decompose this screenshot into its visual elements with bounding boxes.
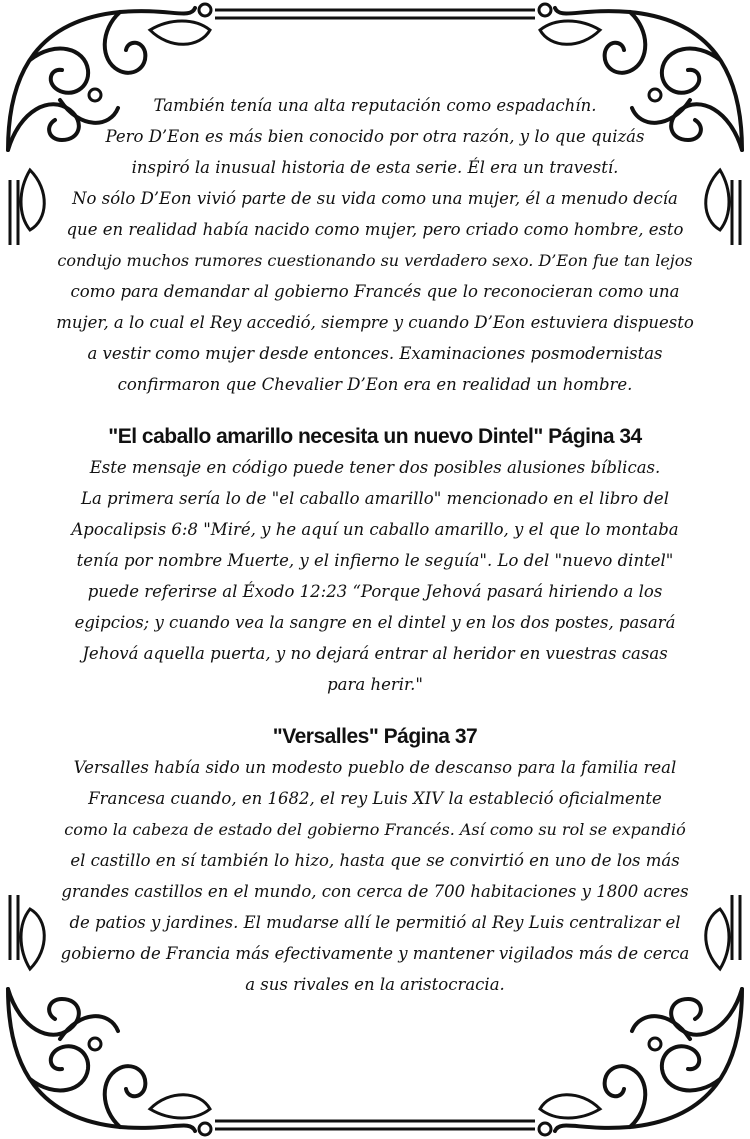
paragraph-line: inspiró la inusual historia de esta serie. Él era un travestí. — [131, 158, 619, 177]
paragraph-line: confirmaron que Chevalier D’Eon era en realidad un hombre. — [117, 375, 633, 394]
paragraph-line: Versalles había sido un modesto pueblo de descanso para la familia real — [73, 758, 677, 777]
paragraph-line: a vestir como mujer desde entonces. Examinaciones posmodernistas — [87, 344, 663, 363]
paragraph-line: gobierno de Francia más efectivamente y mantener vigilados más de cerca — [60, 944, 690, 963]
paragraph-line: como la cabeza de estado del gobierno Francés. Así como su rol se expandió — [64, 820, 686, 839]
paragraph-line: a sus rivales en la aristocracia. — [245, 975, 505, 994]
paragraph-line: egipcios; y cuando vea la sangre en el dintel y en los dos postes, pasará — [74, 613, 676, 632]
paragraph-line: Jehová aquella puerta, y no dejará entrar al heridor en vuestras casas — [82, 644, 668, 663]
paragraph-line: el castillo en sí también lo hizo, hasta que se convirtió en uno de los más — [70, 851, 680, 870]
paragraph-line: puede referirse al Éxodo 12:23 “Porque Jehová pasará hiriendo a los — [87, 582, 663, 601]
paragraph-line: Francesa cuando, en 1682, el rey Luis XIV la estableció oficialmente — [88, 789, 662, 808]
section-heading: "El caballo amarillo necesita un nuevo Dintel" Página 34 — [108, 425, 642, 448]
paragraph-line: condujo muchos rumores cuestionando su verdadero sexo. D’Eon fue tan lejos — [57, 251, 693, 270]
paragraph-line: como para demandar al gobierno Francés que lo reconocieran como una — [70, 282, 680, 301]
section-deon — [55, 90, 695, 400]
paragraph-line: grandes castillos en el mundo, con cerca de 700 habitaciones y 1800 acres — [61, 882, 689, 901]
section-caballo-amarillo — [55, 422, 695, 700]
paragraph-line: Pero D’Eon es más bien conocido por otra razón, y lo que quizás — [105, 127, 645, 146]
section-heading: "Versalles" Página 37 — [272, 725, 478, 748]
paragraph-line: para herir." — [327, 675, 423, 694]
paragraph-line: La primera sería lo de "el caballo amarillo" mencionado en el libro del — [81, 489, 669, 508]
section-versalles — [55, 722, 695, 1000]
paragraph-line: mujer, a lo cual el Rey accedió, siempre y cuando D’Eon estuviera dispuesto — [56, 313, 694, 332]
document-body — [55, 90, 695, 1050]
paragraph-line: También tenía una alta reputación como espadachín. — [153, 96, 597, 115]
paragraph-line: de patios y jardines. El mudarse allí le permitió al Rey Luis centralizar el — [69, 913, 681, 932]
paragraph-line: que en realidad había nacido como mujer, pero criado como hombre, esto — [66, 220, 684, 239]
paragraph-line: No sólo D’Eon vivió parte de su vida como una mujer, él a menudo decía — [72, 189, 678, 208]
paragraph-line: Apocalipsis 6:8 "Miré, y he aquí un caballo amarillo, y el que lo montaba — [71, 520, 679, 539]
paragraph-line: tenía por nombre Muerte, y el infierno le seguía". Lo del "nuevo dintel" — [76, 551, 674, 570]
paragraph-line: Este mensaje en código puede tener dos posibles alusiones bíblicas. — [89, 458, 661, 477]
